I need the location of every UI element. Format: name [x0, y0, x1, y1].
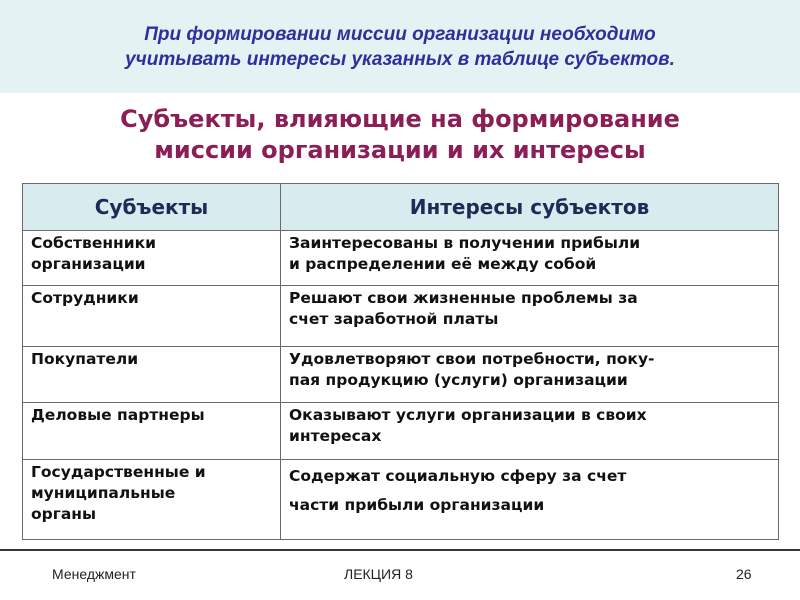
- footer-lecture: ЛЕКЦИЯ 8: [344, 566, 413, 582]
- footer-course: Менеджмент: [52, 566, 136, 582]
- footer-page-number: 26: [736, 566, 752, 582]
- interest-text: Содержат социальную сферу за счет: [289, 467, 627, 485]
- subject-cell: [23, 347, 281, 403]
- subject-text: Государственные и: [31, 463, 206, 481]
- table-row: [23, 231, 779, 286]
- subject-cell: [23, 460, 281, 540]
- table-row: [23, 286, 779, 347]
- interest-cell: [281, 347, 779, 403]
- header-note: [20, 22, 780, 72]
- header-interests: Интересы субъектов: [281, 184, 779, 231]
- interest-text: части прибыли организации: [289, 496, 545, 514]
- slide-title-line-2: миссии организации и их интересы: [154, 136, 646, 164]
- subject-cell: [23, 231, 281, 286]
- interest-text: Оказывают услуги организации в своих: [289, 406, 647, 424]
- subject-text: муниципальные: [31, 484, 176, 502]
- interest-text: счет заработной платы: [289, 310, 499, 328]
- interest-cell: [281, 231, 779, 286]
- subject-text: Деловые партнеры: [31, 406, 205, 424]
- subjects-table: [22, 183, 779, 540]
- interest-text: Решают свои жизненные проблемы за: [289, 289, 638, 307]
- subject-text: органы: [31, 505, 97, 523]
- table-row: [23, 460, 779, 540]
- header-line-2: учитывать интересы указанных в таблице субъектов.: [125, 49, 675, 70]
- interest-text: Заинтересованы в получении прибыли: [289, 234, 641, 252]
- table-row: [23, 403, 779, 460]
- interest-text: интересах: [289, 427, 382, 445]
- slide-title: [0, 104, 800, 166]
- subject-text: Сотрудники: [31, 289, 139, 307]
- header-line-1: При формировании миссии организации необходимо: [144, 24, 656, 45]
- subject-text: организации: [31, 255, 146, 273]
- subjects-table-container: [22, 183, 779, 540]
- interest-text: Удовлетворяют свои потребности, поку-: [289, 350, 655, 368]
- subject-text: Покупатели: [31, 350, 139, 368]
- table-header-row: [23, 184, 779, 231]
- subject-text: Собственники: [31, 234, 156, 252]
- footer-divider: [0, 549, 800, 551]
- subject-cell: [23, 286, 281, 347]
- table-row: [23, 347, 779, 403]
- subject-cell: [23, 403, 281, 460]
- interest-cell: [281, 403, 779, 460]
- interest-text: и распределении её между собой: [289, 255, 597, 273]
- slide-title-line-1: Субъекты, влияющие на формирование: [120, 105, 680, 133]
- interest-cell: [281, 460, 779, 540]
- interest-text: пая продукцию (услуги) организации: [289, 371, 628, 389]
- interest-cell: [281, 286, 779, 347]
- header-subjects: Субъекты: [23, 184, 281, 231]
